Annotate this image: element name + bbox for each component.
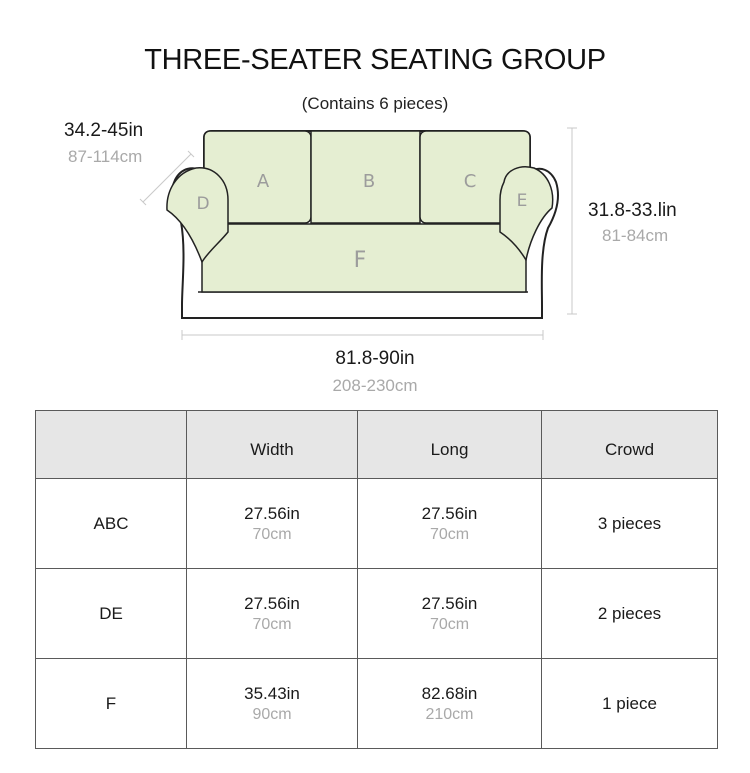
long-cm-value: 70cm [429,525,470,543]
crowd-cell: 2 pieces [542,569,718,659]
header-crowd: Crowd [542,411,718,479]
long-cm-value: 70cm [429,615,470,633]
crowd-cell: 3 pieces [542,479,718,569]
width-cm-value: 90cm [252,705,292,723]
width-inches: 81.8-90in [335,348,415,369]
width-cm-value: 70cm [252,615,292,633]
long-inches-value: 27.56in [421,503,478,523]
table-row [36,659,718,749]
header-blank [36,411,187,479]
width-centimeters: 208-230cm [332,376,418,395]
width-cell [187,479,358,569]
row-name: ABC [36,479,187,569]
cushion-b-label: B [362,171,376,192]
diagram-subtitle: (Contains 6 pieces) [301,94,449,113]
long-cell [358,479,542,569]
size-table [35,410,718,749]
depth-inches: 34.2-45in [64,120,144,141]
diagram-title: THREE-SEATER SEATING GROUP [144,44,606,76]
header-long: Long [358,411,542,479]
long-inches-value: 27.56in [421,593,478,613]
depth-centimeters: 87-114cm [68,147,143,166]
table-row [36,569,718,659]
width-cell [187,569,358,659]
crowd-cell: 1 piece [542,659,718,749]
cushion-c-label: C [463,171,477,192]
header-width: Width [187,411,358,479]
height-centimeters: 81-84cm [602,226,669,245]
row-name: F [36,659,187,749]
width-inches-value: 27.56in [244,593,300,613]
width-inches-value: 35.43in [244,683,300,703]
row-name: DE [36,569,187,659]
table-header-row [36,411,718,479]
long-inches-value: 82.68in [421,683,478,703]
armrest-e-label: E [516,191,528,211]
table-row [36,479,718,569]
long-cell [358,659,542,749]
cushion-f-label: F [353,248,367,273]
width-cm-value: 70cm [252,525,292,543]
armrest-d-label: D [196,194,210,214]
cushion-a-label: A [256,171,270,192]
long-cm-value: 210cm [425,705,474,723]
height-inches: 31.8-33.lin [588,200,677,221]
width-inches-value: 27.56in [244,503,300,523]
long-cell [358,569,542,659]
width-cell [187,659,358,749]
